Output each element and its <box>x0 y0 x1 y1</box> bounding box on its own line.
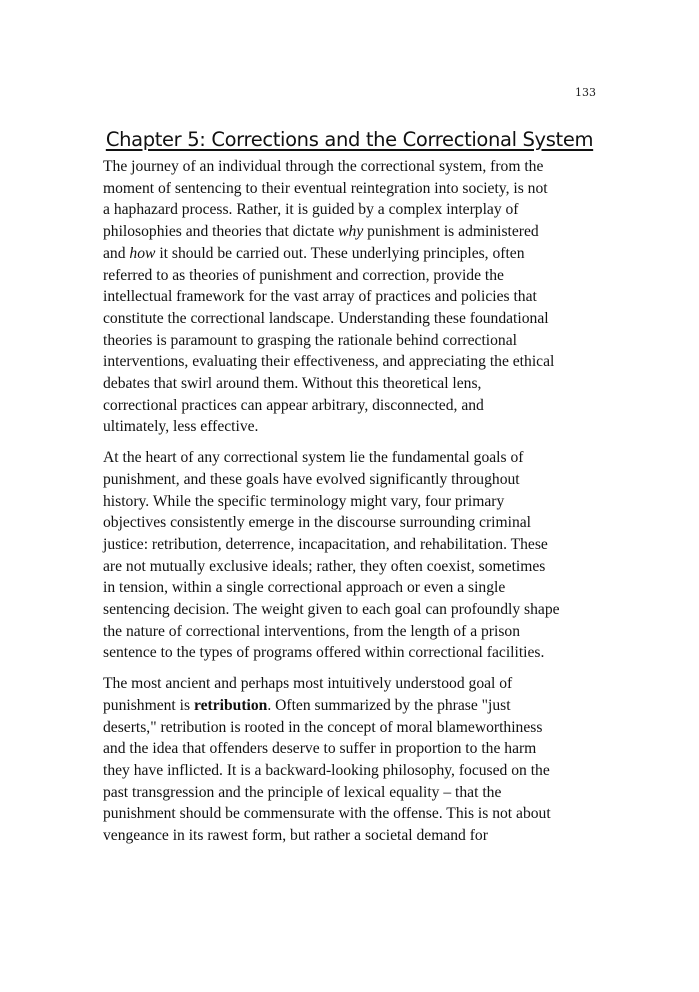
text-line: sentence to the types of programs offered within correctional facilities. <box>103 644 545 662</box>
emphasis-text: how <box>129 244 156 262</box>
text-line: debates that swirl around them. Without this theoretical lens, <box>103 375 482 393</box>
text-line: are not mutually exclusive ideals; rather, they often coexist, sometimes <box>103 557 546 575</box>
text-line: and the idea that offenders deserve to suffer in proportion to the harm <box>103 740 537 758</box>
text-line: the nature of correctional interventions, from the length of a prison <box>103 622 520 640</box>
text-line: interventions, evaluating their effectiveness, and appreciating the ethical <box>103 353 555 371</box>
page-number: 133 <box>575 86 596 99</box>
text-line: At the heart of any correctional system lie the fundamental goals of <box>103 449 524 467</box>
text-line: they have inflicted. It is a backward-looking philosophy, focused on the <box>103 761 550 779</box>
text-line: punishment should be commensurate with the offense. This is not about <box>103 805 551 823</box>
text-line: The journey of an individual through the correctional system, from the <box>103 158 544 175</box>
text-line: justice: retribution, deterrence, incapacitation, and rehabilitation. These <box>103 535 548 553</box>
text-line: theories is paramount to grasping the rationale behind correctional <box>103 331 517 349</box>
text-line: in tension, within a single correctional approach or even a single <box>103 579 506 597</box>
text-line: past transgression and the principle of lexical equality – that the <box>103 783 502 801</box>
text-line: ultimately, less effective. <box>103 418 259 436</box>
chapter-title: Chapter 5: Corrections and the Correctional System <box>105 128 594 151</box>
emphasis-text: why <box>338 223 364 241</box>
text-line: sentencing decision. The weight given to each goal can profoundly shape <box>103 601 560 619</box>
paragraph <box>103 447 600 664</box>
bold-term: retribution <box>193 696 268 714</box>
text-line: referred to as theories of punishment and correction, provide the <box>103 266 504 284</box>
text-line: correctional practices can appear arbitrary, disconnected, and <box>103 396 484 414</box>
text-line: and how it should be carried out. These underlying principles, often <box>103 244 525 262</box>
text-line: objectives consistently emerge in the discourse surrounding criminal <box>103 514 532 532</box>
text-line: constitute the correctional landscape. Understanding these foundational <box>103 309 549 327</box>
text-line: history. While the specific terminology might vary, four primary <box>103 492 505 510</box>
text-line: vengeance in its rawest form, but rather a societal demand for <box>103 827 488 845</box>
text-line: philosophies and theories that dictate why punishment is administered <box>103 223 539 241</box>
text-line: The most ancient and perhaps most intuitively understood goal of <box>103 675 513 693</box>
text-line: intellectual framework for the vast array of practices and policies that <box>103 288 537 306</box>
paragraph <box>103 673 600 847</box>
text-line: deserts," retribution is rooted in the concept of moral blameworthiness <box>103 718 543 736</box>
text-line: moment of sentencing to their eventual reintegration into society, is not <box>103 179 548 197</box>
paragraph <box>103 156 600 438</box>
text-line: a haphazard process. Rather, it is guided by a complex interplay of <box>103 201 519 219</box>
chapter-body <box>103 156 600 856</box>
text-line: punishment is retribution. Often summarized by the phrase "just <box>103 696 511 714</box>
text-line: punishment, and these goals have evolved significantly throughout <box>103 470 520 488</box>
